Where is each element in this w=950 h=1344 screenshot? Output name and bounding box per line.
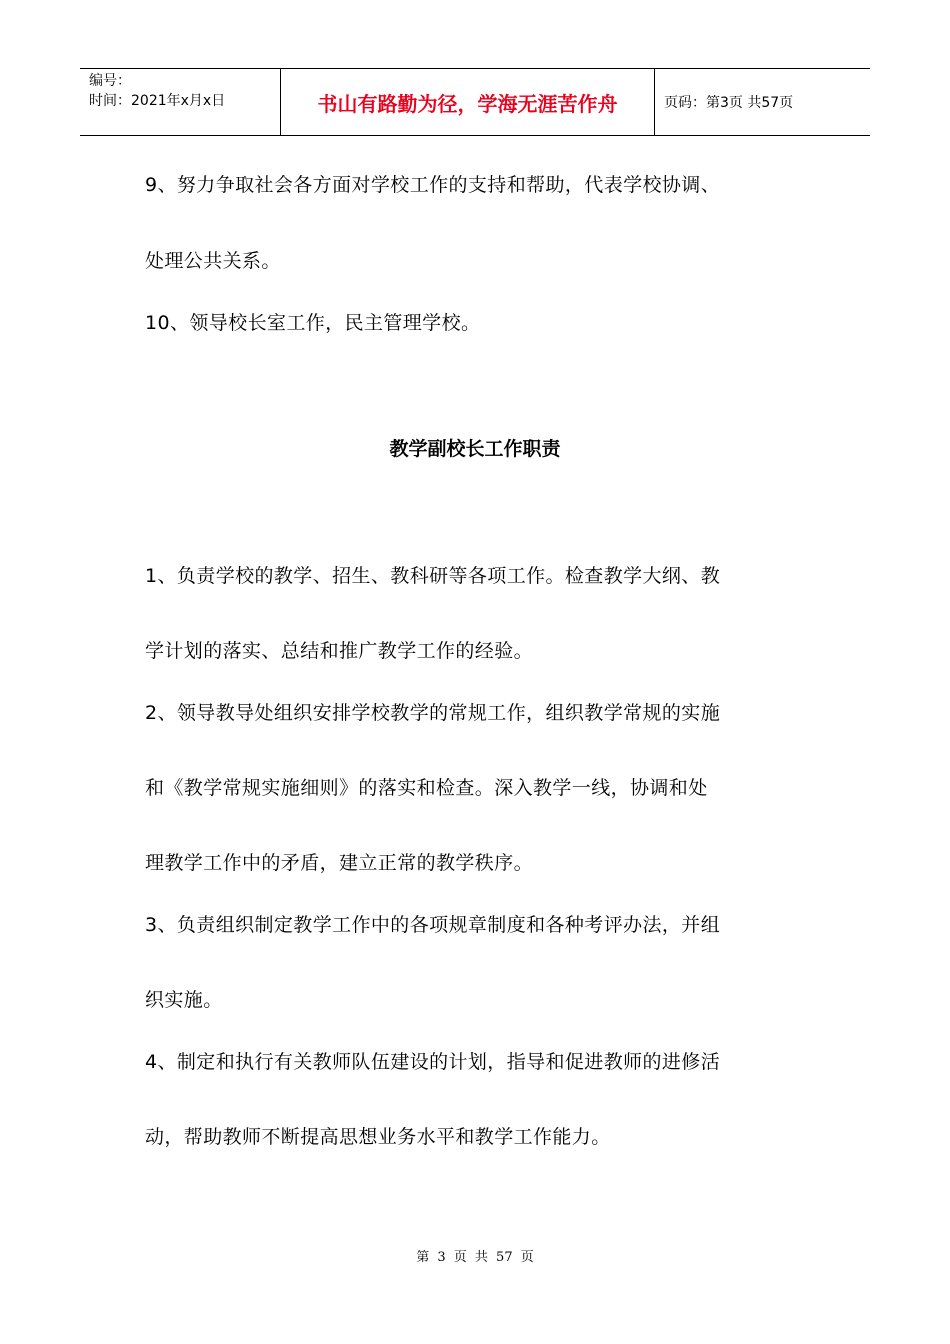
body-line: 动，帮助教师不断提高思想业务水平和教学工作能力。 (145, 1126, 611, 1148)
body-line: 和《教学常规实施细则》的落实和检查。深入教学一线，协调和处 (145, 777, 708, 799)
body-line: 3、负责组织制定教学工作中的各项规章制度和各种考评办法，并组 (145, 914, 721, 936)
body-line: 学计划的落实、总结和推广教学工作的经验。 (145, 640, 534, 662)
number-label: 编号： (89, 73, 131, 89)
body-line: 织实施。 (145, 989, 223, 1011)
page-footer: 第 3 页 共 57 页 (416, 1250, 534, 1265)
header-motto: 书山有路勤为径，学海无涯苦作舟 (281, 69, 655, 135)
header-page-label: 页码：第3页 共57页 (664, 95, 794, 111)
body-line: 2、领导教导处组织安排学校教学的常规工作，组织教学常规的实施 (145, 702, 721, 724)
body-line: 9、努力争取社会各方面对学校工作的支持和帮助，代表学校协调、 (145, 174, 721, 196)
section-title: 教学副校长工作职责 (389, 438, 561, 460)
body-line: 4、制定和执行有关教师队伍建设的计划，指导和促进教师的进修活 (145, 1051, 721, 1073)
body-line: 1、负责学校的教学、招生、教科研等各项工作。检查教学大纲、教 (145, 565, 721, 587)
page-header (80, 68, 870, 136)
time-label: 时间：2021年x月x日 (89, 93, 226, 109)
body-line: 处理公共关系。 (145, 250, 281, 272)
header-meta (80, 69, 281, 135)
body-line: 理教学工作中的矛盾，建立正常的教学秩序。 (145, 852, 534, 874)
body-line: 10、领导校长室工作，民主管理学校。 (145, 312, 481, 334)
